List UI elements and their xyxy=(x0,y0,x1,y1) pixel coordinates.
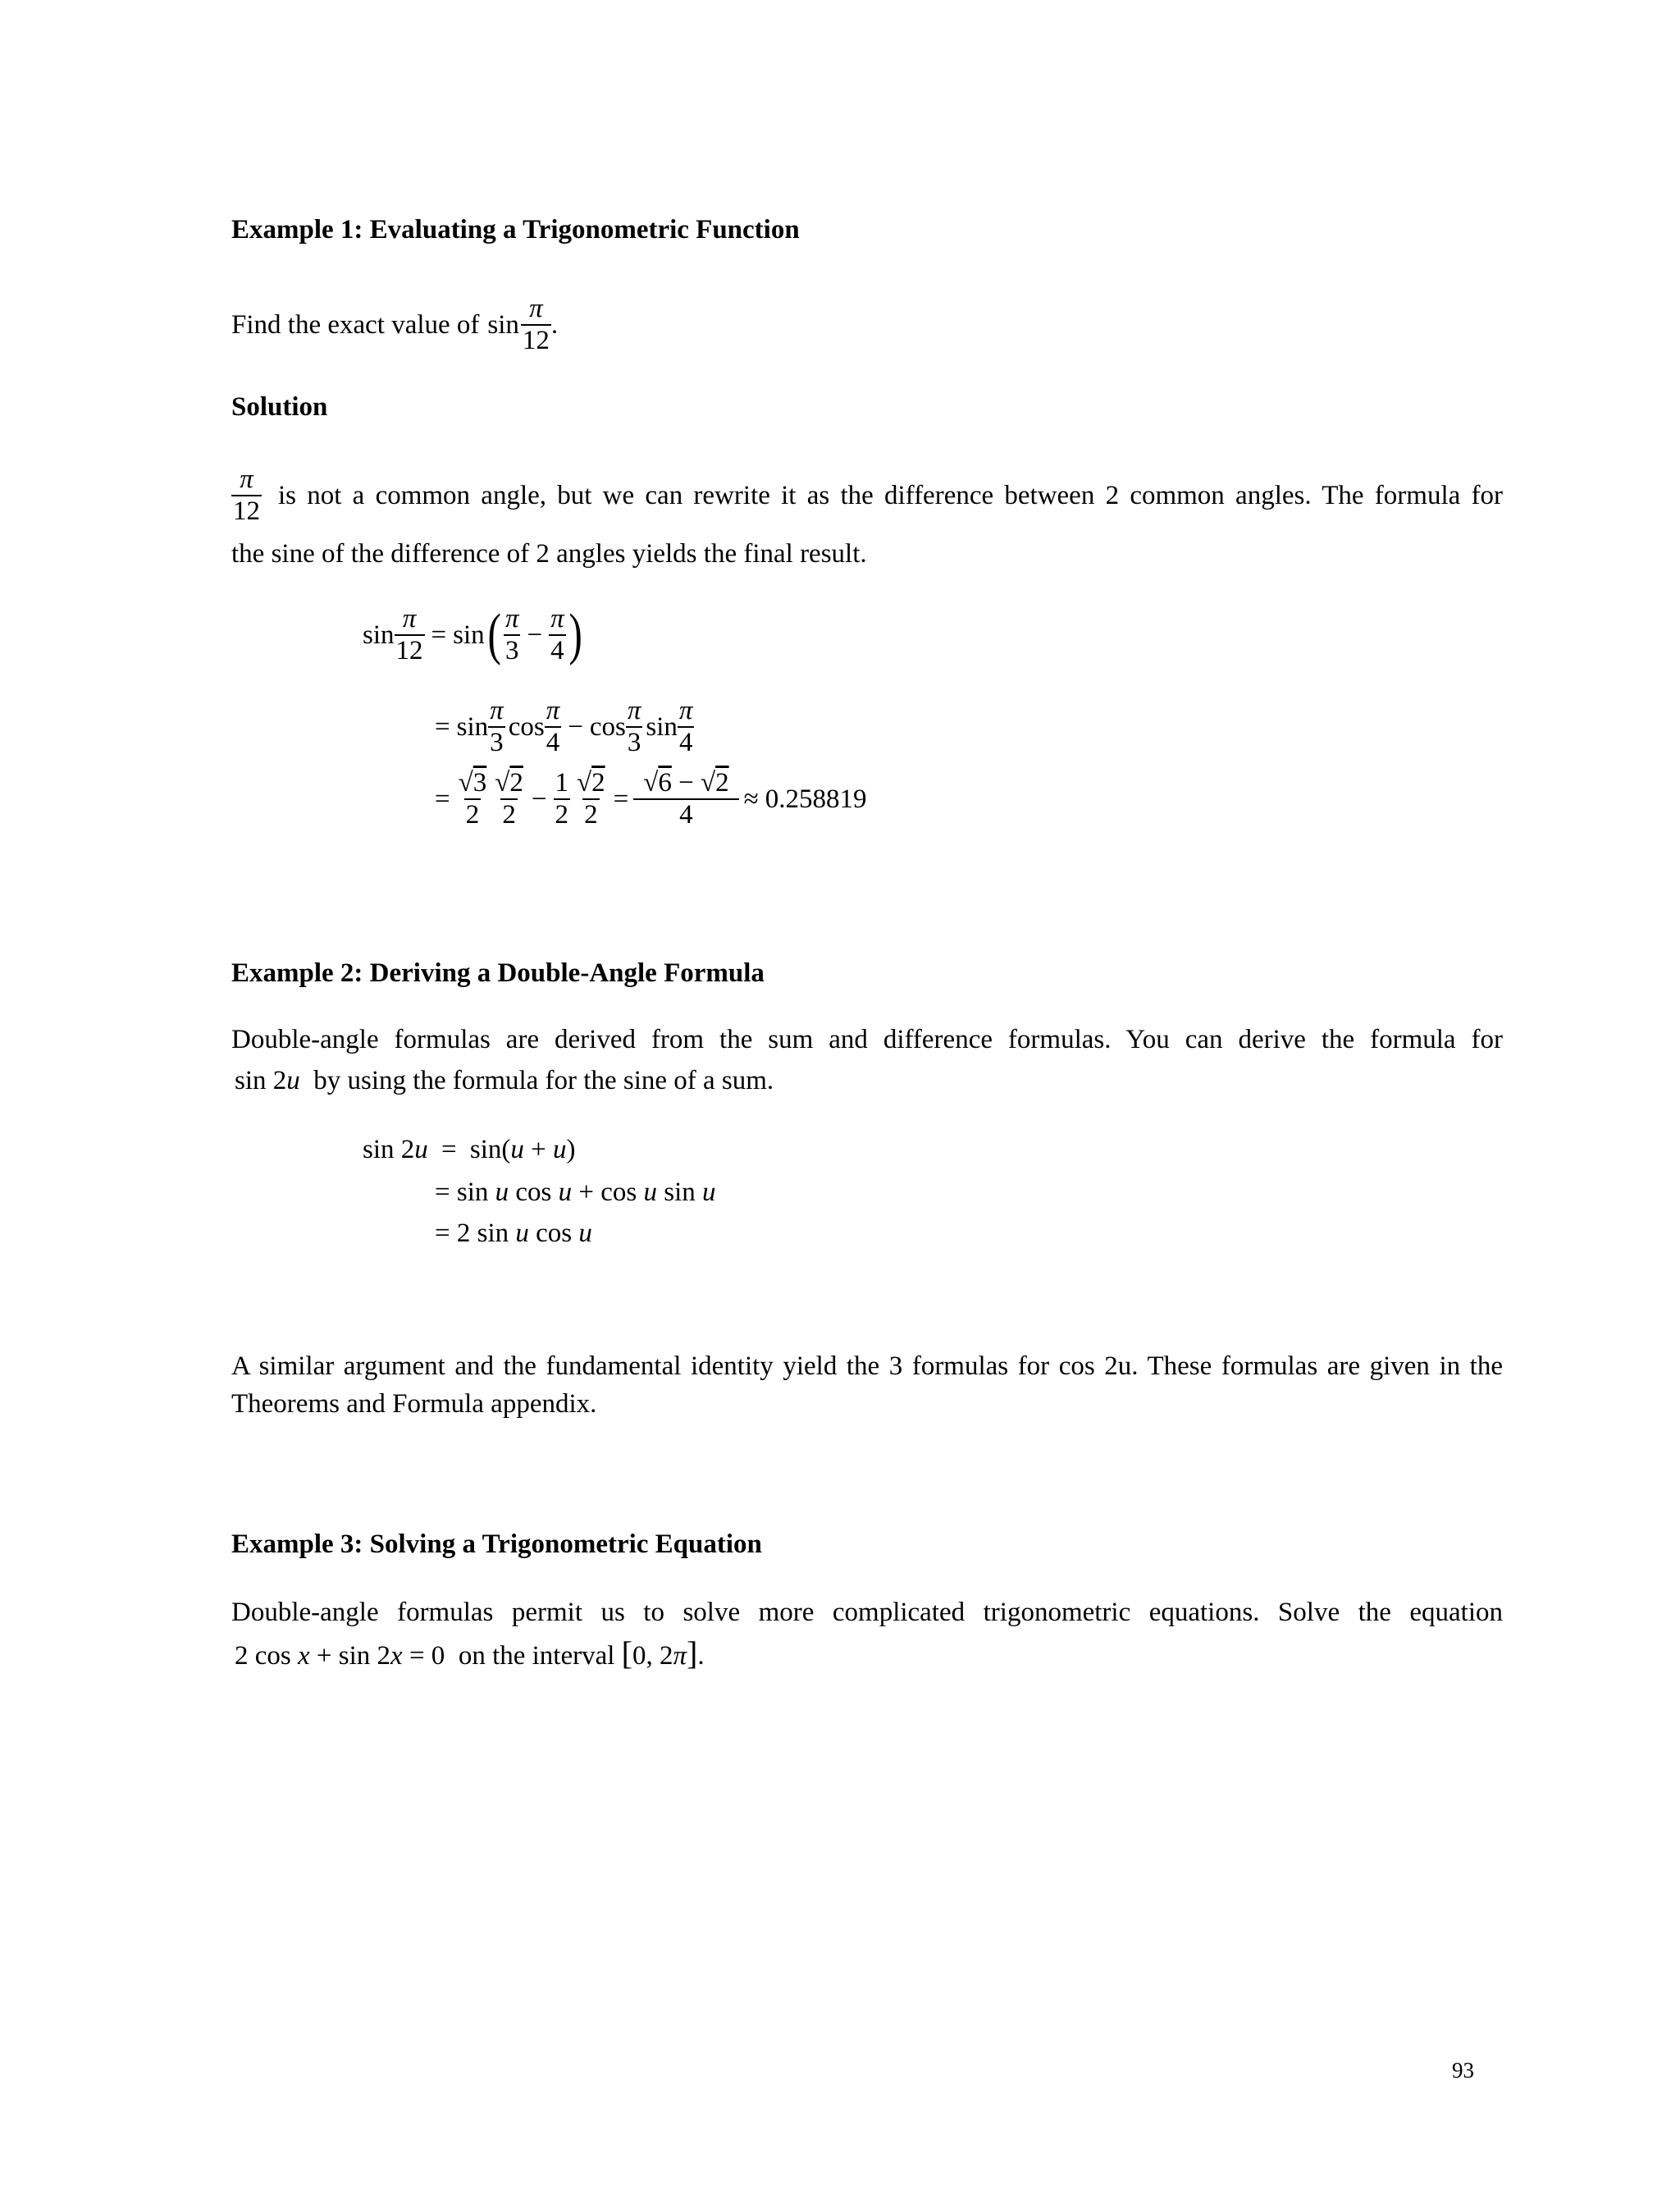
approx-value: 0.258819 xyxy=(765,784,867,814)
solution-text-line1: is not a common angle, but we can rewrite it as the difference between 2 common angles. The formula for xyxy=(278,481,1503,510)
example2-heading: Example 2: Deriving a Double-Angle Formula xyxy=(231,958,765,988)
solution-fraction: $\frac{\pi}{12}$ xyxy=(233,464,260,526)
prompt-text: Find the exact value of xyxy=(231,310,480,340)
page-number: 93 xyxy=(1452,2058,1474,2083)
example1-prompt: Find the exact value of sin $\frac{\pi}{12}$ . xyxy=(231,294,559,355)
example1-heading: Example 1: Evaluating a Trigonometric Function xyxy=(231,215,800,245)
example2-para-line1: Double-angle formulas are derived from the sum and difference formulas. You can derive the formula for xyxy=(231,1025,1503,1054)
solution-text-line2: the sine of the difference of 2 angles yields the final result. xyxy=(231,539,867,569)
prompt-fn: sin xyxy=(487,310,519,340)
double-angle-row1: sin 2u = sin(u + u) xyxy=(363,1135,576,1164)
equation-1-row1: sin $\frac{\pi}{12}$ = sin ( $\frac{\pi}{3}$ − $\frac{\pi}{4}$ ) xyxy=(363,603,582,666)
solution-line1 xyxy=(231,466,1503,525)
solution-heading: Solution xyxy=(231,392,328,422)
example2-followup: A similar argument and the fundamental identity yield the 3 formulas for cos 2u. These formulas are given in the Theorems and Formula appendix. xyxy=(231,1351,1503,1419)
equation-1-row3: = $\frac{√3}{2}$ $\frac{√2}{2}$ − $\frac{1}{2}$ $\frac{√2}{2}$ = $\frac{√6 - √2}{4}$ ≈ 0.258819 xyxy=(435,768,867,830)
double-angle-row3: = 2 sin u cos u xyxy=(435,1218,592,1248)
example3-para-line2: 2 cos x + sin 2x = 0 on the interval [0, 2π]. xyxy=(235,1634,705,1671)
example3-para-line1: Double-angle formulas permit us to solve more complicated trigonometric equations. Solve the equation xyxy=(231,1598,1503,1627)
example3-heading: Example 3: Solving a Trigonometric Equation xyxy=(231,1529,762,1559)
equation-1-row2: = sin $\frac{\pi}{3}$ cos $\frac{\pi}{4}$ − cos $\frac{\pi}{3}$ sin $\frac{\pi}{4}$ xyxy=(435,696,693,757)
prompt-fraction: $\frac{\pi}{12}$ xyxy=(522,294,550,355)
double-angle-row2: = sin u cos u + cos u sin u xyxy=(435,1177,716,1207)
example2-para-line2: sin 2u by using the formula for the sine of a sum. xyxy=(235,1066,774,1095)
